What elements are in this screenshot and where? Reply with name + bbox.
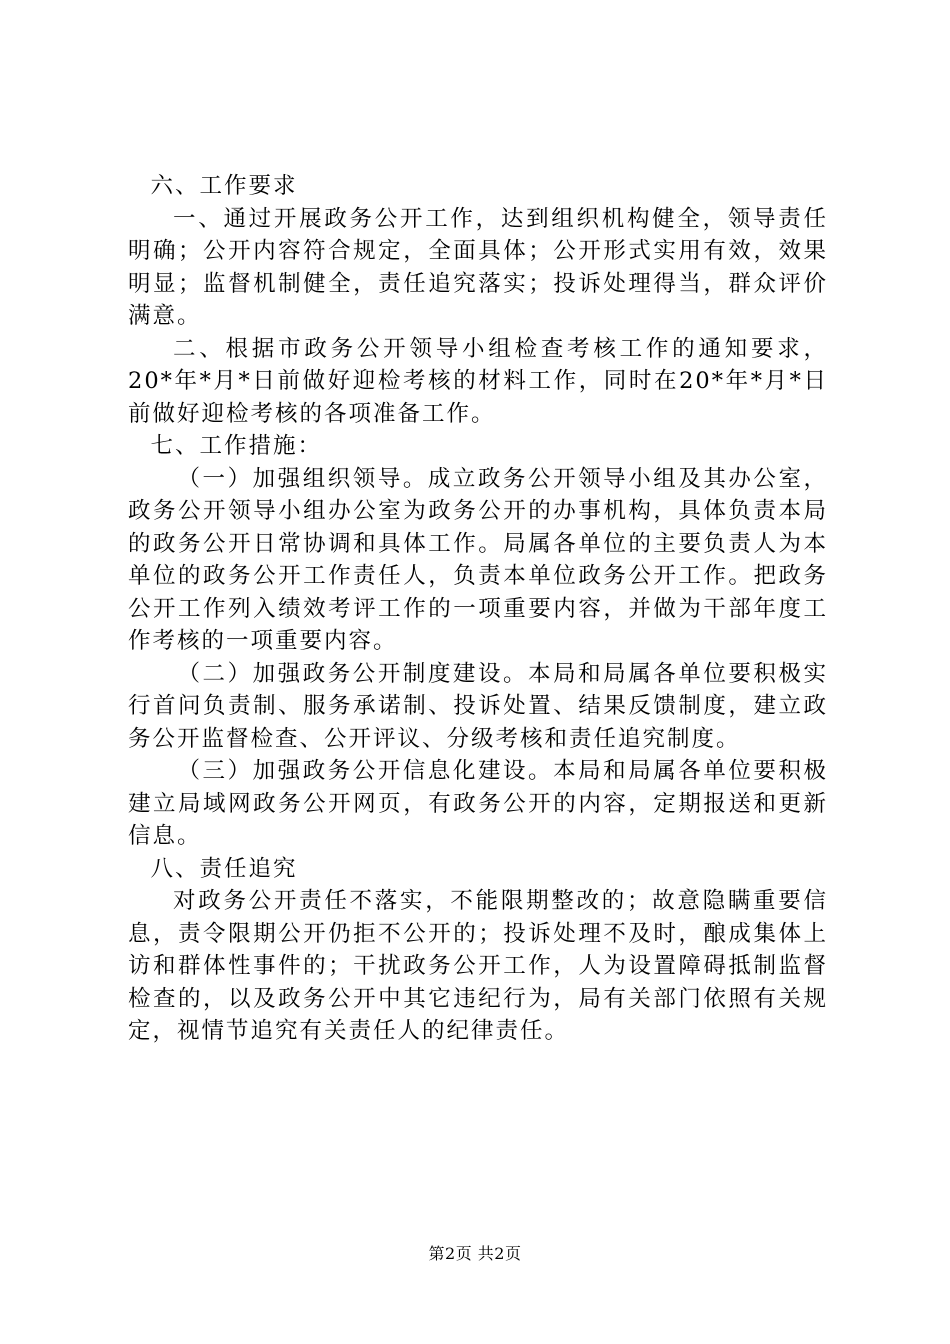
document-body	[128, 170, 828, 1048]
paragraph-requirement-1: 一、通过开展政务公开工作，达到组织机构健全，领导责任明确；公开内容符合规定，全面具体；公开形式实用有效，效果明显；监督机制健全，责任追究落实；投诉处理得当，群众评价满意。	[128, 205, 828, 329]
page-number-footer: 第2页 共2页	[428, 1244, 522, 1263]
paragraph-requirement-2: 二、根据市政务公开领导小组检查考核工作的通知要求，20*年*月*日前做好迎检考核的材料工作，同时在20*年*月*日前做好迎检考核的各项准备工作。	[128, 335, 828, 427]
section-heading-requirements: 六、工作要求	[150, 173, 298, 199]
paragraph-measure-1: （一）加强组织领导。成立政务公开领导小组及其办公室，政务公开领导小组办公室为政务公开的办事机构，具体负责本局的政务公开日常协调和具体工作。局属各单位的主要负责人为本单位的政务公开工作责任人，负责本单位政务公开工作。把政务公开工作列入绩效考评工作的一项重要内容，并做为干部年度工作考核的一项重要内容。	[128, 465, 828, 654]
paragraph-measure-2: （二）加强政务公开制度建设。本局和局属各单位要积极实行首问负责制、服务承诺制、投诉处置、结果反馈制度，建立政务公开监督检查、公开评议、分级考核和责任追究制度。	[128, 660, 828, 752]
paragraph-measure-3: （三）加强政务公开信息化建设。本局和局属各单位要积极建立局域网政务公开网页，有政务公开的内容，定期报送和更新信息。	[128, 758, 828, 849]
section-heading-accountability: 八、责任追究	[150, 855, 298, 882]
paragraph-accountability: 对政务公开责任不落实，不能限期整改的；故意隐瞒重要信息，责令限期公开仍拒不公开的；投诉处理不及时，酿成集体上访和群体性事件的；干扰政务公开工作，人为设置障碍抵制监督检查的，以及政务公开中其它违纪行为，局有关部门依照有关规定，视情节追究有关责任人的纪律责任。	[128, 888, 828, 1044]
section-heading-measures: 七、工作措施：	[150, 433, 323, 459]
